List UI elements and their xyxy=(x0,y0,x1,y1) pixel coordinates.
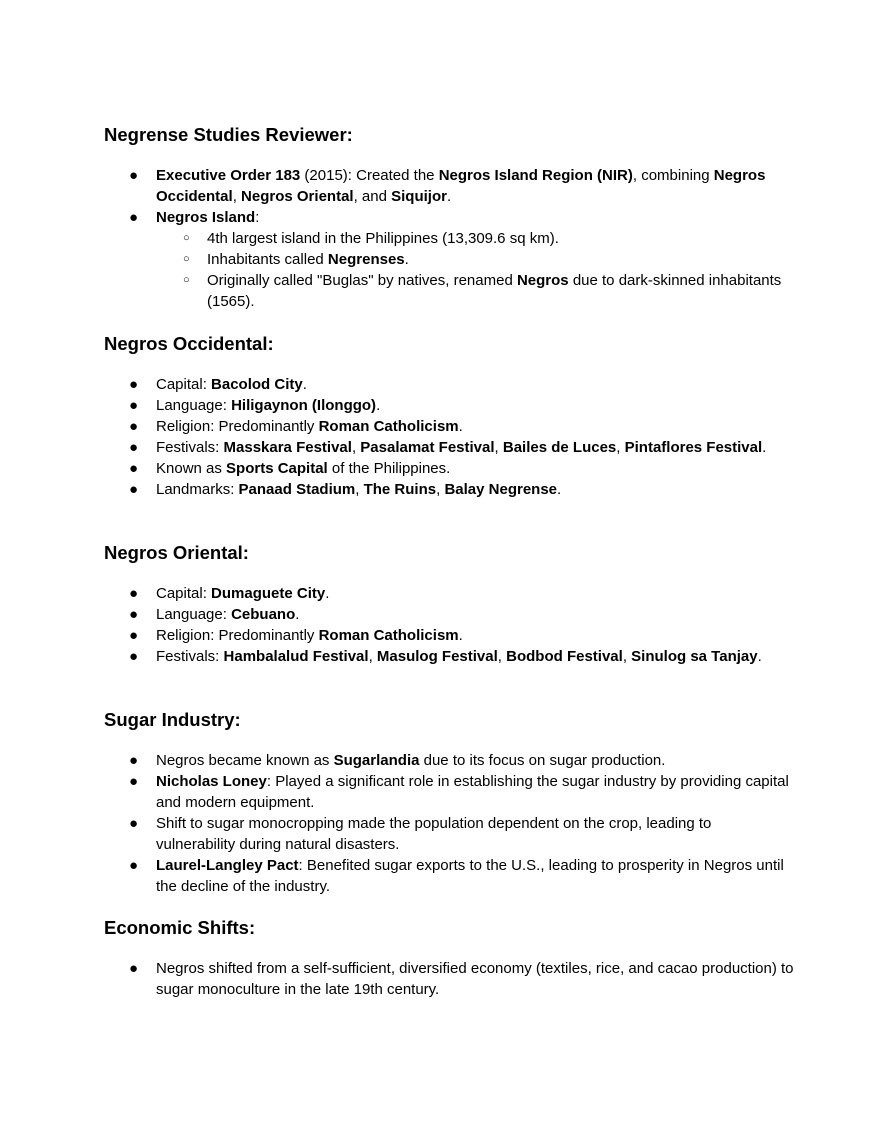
text-run: . xyxy=(376,397,381,414)
section-bullet-list xyxy=(104,583,794,667)
text-run: , xyxy=(232,188,242,205)
list-item xyxy=(104,437,794,458)
list-item xyxy=(104,416,794,437)
list-item xyxy=(104,458,794,479)
bold-text: The Ruins xyxy=(363,481,437,498)
list-item-text xyxy=(156,167,765,205)
bullet-icon: ● xyxy=(129,585,139,602)
bold-text: Dumaguete City xyxy=(211,585,326,602)
text-run: , xyxy=(368,648,377,665)
list-item xyxy=(104,813,794,855)
text-run: Negros shifted from a self-sufficient, diversified economy (textiles, rice, and cacao production) to sugar monoculture in the late 19th century. xyxy=(156,960,794,998)
bold-text: Hiligaynon (Ilonggo) xyxy=(231,397,377,414)
text-run: . xyxy=(325,585,330,602)
bold-text: Negros Oriental xyxy=(241,188,354,205)
list-item-text xyxy=(156,439,766,456)
bullet-icon: ● xyxy=(129,460,139,477)
bold-text: Roman Catholicism xyxy=(318,418,459,435)
text-run: (2015): Created the xyxy=(300,167,439,184)
bullet-icon: ● xyxy=(129,481,139,498)
list-item-text xyxy=(156,815,711,853)
list-item-text xyxy=(156,481,561,498)
list-item xyxy=(104,855,794,897)
sub-list-item xyxy=(156,270,794,312)
bold-text: Panaad Stadium xyxy=(238,481,356,498)
list-item-text xyxy=(156,627,463,644)
bold-text: Sugarlandia xyxy=(333,752,420,769)
bold-text: Hambalalud Festival xyxy=(223,648,369,665)
section-heading: Economic Shifts: xyxy=(104,917,256,938)
list-item-text xyxy=(156,648,762,665)
document-title: Negrense Studies Reviewer: xyxy=(104,124,353,145)
bold-text: Negrenses xyxy=(327,251,405,268)
list-item xyxy=(104,395,794,416)
text-run: , and xyxy=(353,188,392,205)
text-run: Negros became known as xyxy=(156,752,334,769)
intro-bullet-list xyxy=(104,165,794,312)
section-negros-oriental xyxy=(104,542,794,667)
bullet-icon: ● xyxy=(129,209,139,226)
list-item-text xyxy=(156,773,789,811)
text-run: , xyxy=(616,439,625,456)
list-item-text xyxy=(156,418,463,435)
text-run: Language: xyxy=(156,397,232,414)
bullet-icon: ● xyxy=(129,627,139,644)
list-item xyxy=(104,165,794,207)
bullet-icon: ● xyxy=(129,376,139,393)
text-run: : Benefited sugar exports to the U.S., leading to prosperity in Negros until the decline of the industry. xyxy=(156,857,784,895)
section-bullet-list xyxy=(104,750,794,897)
bold-text: Bailes de Luces xyxy=(502,439,617,456)
text-run: . xyxy=(302,376,307,393)
bold-text: Bodbod Festival xyxy=(506,648,623,665)
section-economic-shifts xyxy=(104,917,794,1000)
text-run: , xyxy=(355,481,364,498)
text-run: Shift to sugar monocropping made the population dependent on the crop, leading to vulnerability during natural disasters. xyxy=(156,815,712,853)
bold-text: Executive Order 183 xyxy=(156,167,301,184)
text-run: due to dark-skinned inhabitants (1565). xyxy=(207,272,782,310)
bold-text: Siquijor xyxy=(391,188,447,205)
text-run: , combining xyxy=(632,167,714,184)
sub-bullet-icon: ○ xyxy=(183,274,190,286)
text-run: due to its focus on sugar production. xyxy=(419,752,666,769)
text-run: Inhabitants called xyxy=(207,251,328,268)
text-run: Religion: Predominantly xyxy=(156,418,319,435)
bold-text: Sinulog sa Tanjay xyxy=(631,648,758,665)
list-item xyxy=(104,958,794,1000)
list-item-text xyxy=(156,376,307,393)
text-run: . xyxy=(762,439,767,456)
section-negros-occidental xyxy=(104,333,794,500)
bold-text: Masulog Festival xyxy=(376,648,498,665)
text-run: : Played a significant role in establishing the sugar industry by providing capital and modern equipment. xyxy=(156,773,789,811)
text-run: . xyxy=(458,627,463,644)
bullet-icon: ● xyxy=(129,648,139,665)
section-heading: Negros Occidental: xyxy=(104,333,274,354)
bullet-icon: ● xyxy=(129,397,139,414)
list-item-text xyxy=(156,606,299,623)
text-run: , xyxy=(436,481,445,498)
bullet-icon: ● xyxy=(129,418,139,435)
text-run: . xyxy=(458,418,463,435)
bullet-icon: ● xyxy=(129,439,139,456)
bullet-icon: ● xyxy=(129,857,139,874)
bullet-icon: ● xyxy=(129,960,139,977)
bold-text: Negros Island xyxy=(156,209,256,226)
text-run: , xyxy=(351,439,361,456)
text-run: Landmarks: xyxy=(156,481,239,498)
text-run: , xyxy=(497,648,507,665)
text-run: Language: xyxy=(156,606,232,623)
section-sugar-industry xyxy=(104,709,794,897)
text-run: . xyxy=(446,188,452,205)
text-run: . xyxy=(557,481,562,498)
text-run: Originally called "Buglas" by natives, renamed xyxy=(207,272,517,289)
list-item-text xyxy=(156,585,329,602)
list-item-text xyxy=(156,857,784,895)
sub-bullet-icon: ○ xyxy=(183,253,190,265)
section-bullet-list xyxy=(104,958,794,1000)
text-run: 4th largest island in the Philippines (13,309.6 sq km). xyxy=(207,230,559,247)
intro-section xyxy=(104,124,794,312)
text-run: Known as xyxy=(156,460,227,477)
text-run: . xyxy=(404,251,409,268)
bold-text: Sports Capital xyxy=(226,460,328,477)
list-item-text xyxy=(156,397,380,414)
text-run: , xyxy=(622,648,632,665)
bold-text: Negros Occidental xyxy=(156,167,766,205)
list-item xyxy=(104,479,794,500)
text-run: . xyxy=(295,606,300,623)
section-bullet-list xyxy=(104,374,794,500)
bullet-icon: ● xyxy=(129,815,139,832)
bold-text: Negros xyxy=(516,272,569,289)
list-item-text xyxy=(156,209,259,226)
sub-list-item-text xyxy=(207,272,781,310)
bold-text: Negros Island Region (NIR) xyxy=(438,167,633,184)
list-item xyxy=(104,374,794,395)
list-item-text xyxy=(156,752,665,769)
text-run: Religion: Predominantly xyxy=(156,627,319,644)
sub-list-item-text xyxy=(207,251,409,268)
list-item xyxy=(104,771,794,813)
sub-list-item-text xyxy=(207,230,559,247)
list-item xyxy=(104,604,794,625)
text-run: . xyxy=(757,648,762,665)
sub-bullet-list xyxy=(156,228,794,312)
text-run: : xyxy=(255,209,260,226)
text-run: Festivals: xyxy=(156,439,224,456)
bold-text: Pintaflores Festival xyxy=(624,439,763,456)
text-run: of the Philippines. xyxy=(327,460,451,477)
section-heading: Sugar Industry: xyxy=(104,709,241,730)
sub-list-item xyxy=(156,228,794,249)
bold-text: Balay Negrense xyxy=(444,481,558,498)
text-run: Capital: xyxy=(156,585,212,602)
bold-text: Pasalamat Festival xyxy=(360,439,495,456)
bullet-icon: ● xyxy=(129,773,139,790)
list-item xyxy=(104,646,794,667)
list-item-text xyxy=(156,960,794,998)
bold-text: Roman Catholicism xyxy=(318,627,459,644)
bold-text: Cebuano xyxy=(231,606,296,623)
bullet-icon: ● xyxy=(129,606,139,623)
list-item xyxy=(104,750,794,771)
sub-bullet-icon: ○ xyxy=(183,232,190,244)
text-run: Festivals: xyxy=(156,648,224,665)
bullet-icon: ● xyxy=(129,167,139,184)
bullet-icon: ● xyxy=(129,752,139,769)
list-item xyxy=(104,583,794,604)
bold-text: Bacolod City xyxy=(211,376,303,393)
text-run: , xyxy=(494,439,503,456)
bold-text: Laurel-Langley Pact xyxy=(156,857,299,874)
list-item-text xyxy=(156,460,450,477)
bold-text: Nicholas Loney xyxy=(156,773,267,790)
list-item xyxy=(104,207,794,312)
bold-text: Masskara Festival xyxy=(223,439,352,456)
text-run: Capital: xyxy=(156,376,212,393)
sub-list-item xyxy=(156,249,794,270)
list-item xyxy=(104,625,794,646)
section-heading: Negros Oriental: xyxy=(104,542,249,563)
